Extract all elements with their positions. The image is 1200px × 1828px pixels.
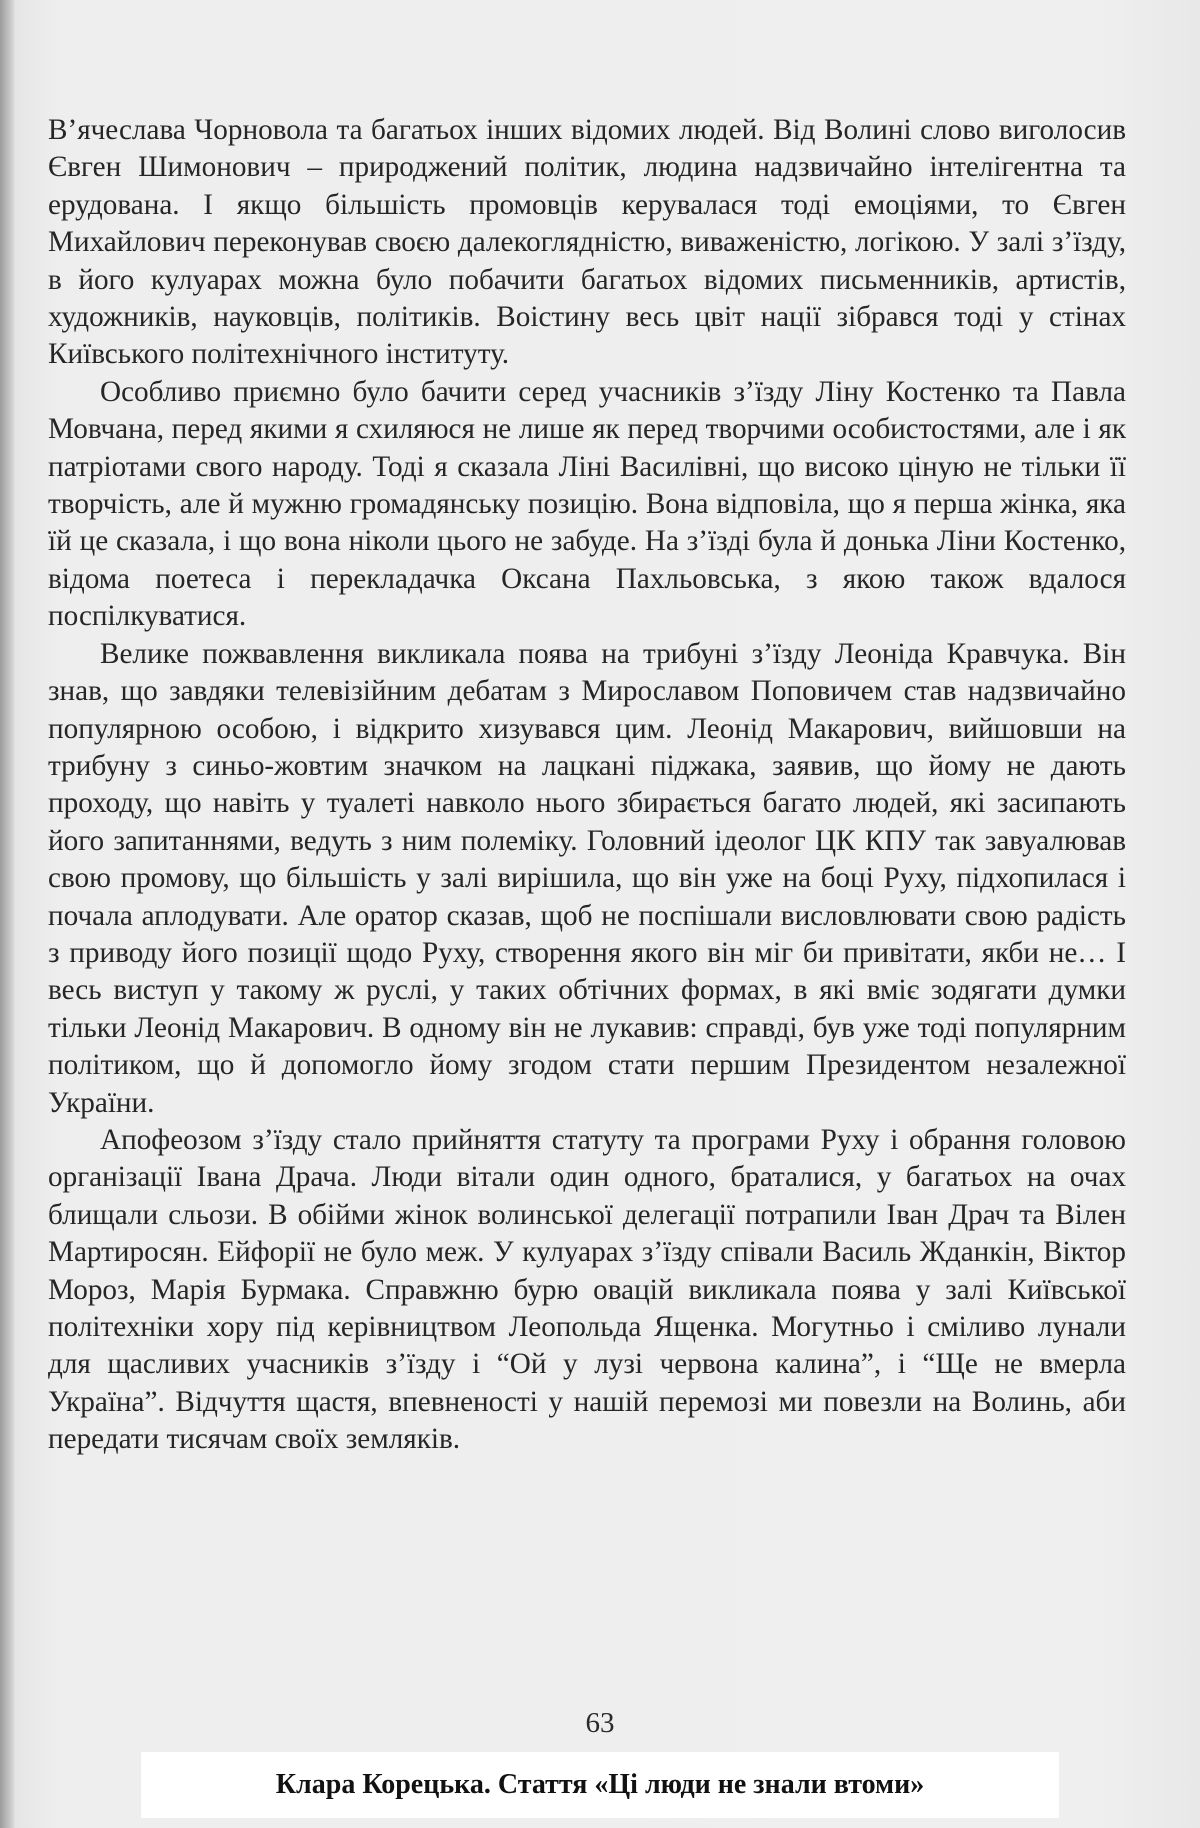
- paragraph-2: Особливо приємно було бачити серед учасників з’їзду Ліну Костенко та Павла Мовчана, перед якими я схиляюся не лише як перед творчими особистостями, але і як патріотами свого народу. Тоді я сказала Ліні Василівні, що високо ціную не тільки її творчість, але й мужню громадянську позицію. Вона відповіла, що я перша жінка, яка їй це сказала, і що вона ніколи цього не забуде. На з’їзді була й донька Ліни Костенко, відома поетеса і перекладачка Оксана Пахльовська, з якою також вдалося поспілкуватися.: [48, 375, 1126, 633]
- paragraph-4: Апофеозом з’їзду стало прийняття статуту та програми Руху і обрання головою організації Івана Драча. Люди вітали один одного, браталися, у багатьох на очах блищали сльози. В обійми жінок волинської делегації потрапили Іван Драч та Вілен Мартиросян. Ейфорії не було меж. У кулуарах з’їзду співали Василь Жданкін, Віктор Мороз, Марія Бурмака. Справжню бурю овацій викликала поява у залі Київської політехніки хору під керівництвом Леопольда Ященка. Могутньо і сміливо лунали для щасливих учасників з’їзду і “Ой у лузі червона калина”, і “Ще не вмерла Україна”. Відчуття щастя, впевненості у нашій перемозі ми повезли на Волинь, аби передати тисячам своїх земляків.: [48, 1123, 1126, 1456]
- caption-box: [141, 1752, 1059, 1818]
- paragraph-1: В’ячеслава Чорновола та багатьох інших відомих людей. Від Волині слово виголосив Євген Шимонович – природжений політик, людина надзвичайно інтелігентна та ерудована. І якщо більшість промовців керувалася тоді емоціями, то Євген Михайлович переконував своєю далекоглядністю, виваженістю, логікою. У залі з’їзду, в його кулуарах можна було побачити багатьох відомих письменників, артистів, художників, науковців, політиків. Воістину весь цвіт нації зібрався тоді у стінах Київського політехнічного інституту.: [48, 114, 1126, 371]
- page-binding-shadow: [0, 0, 14, 1828]
- paragraph-3: Велике пожвавлення викликала поява на трибуні з’їзду Леоніда Кравчука. Він знав, що завдяки телевізійним дебатам з Мирославом Поповичем став надзвичайно популярною особою, і відкрито хизувався цим. Леонід Макарович, вийшовши на трибуну з синьо-жовтим значком на лацкані піджака, заявив, що йому не дають проходу, що навіть у туалеті навколо нього збирається багато людей, які засипають його запитаннями, ведуть з ним полеміку. Головний ідеолог ЦК КПУ так завуалював свою промову, що більшість у залі вирішила, що він уже на боці Руху, підхопилася і почала аплодувати. Але оратор сказав, щоб не поспішали висловлювати свою радість з приводу його позиції щодо Руху, створення якого він міг би привітати, якби не… І весь виступ у такому ж руслі, у таких обтічних формах, в які вміє зодягати думки тільки Леонід Макарович. В одному він не лукавив: справді, був уже тоді популярним політиком, що й допомогло йому згодом стати першим Президентом незалежної України.: [48, 637, 1126, 1119]
- body-text: [48, 112, 1126, 1459]
- page-number: 63: [585, 1707, 615, 1739]
- caption-text: Клара Корецька. Стаття «Ці люди не знали втоми»: [275, 1769, 925, 1800]
